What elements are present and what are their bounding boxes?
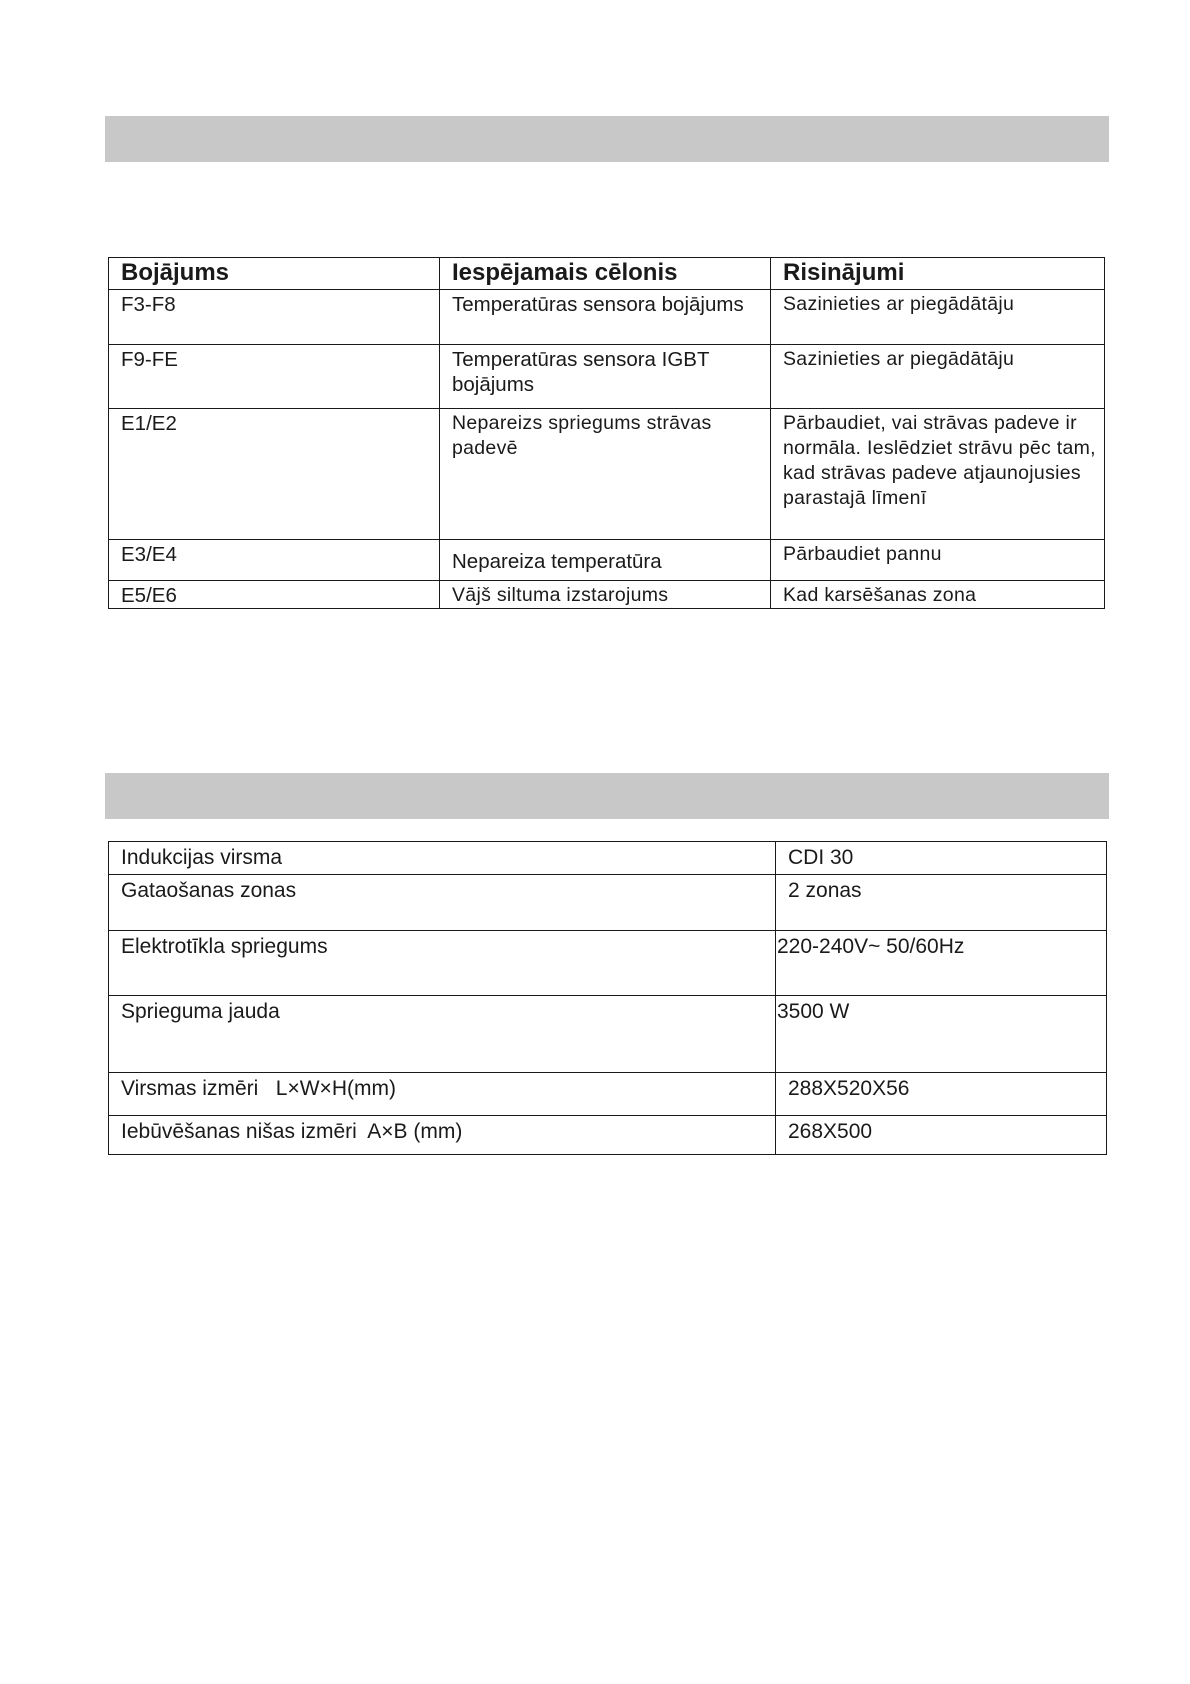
spec-value: 2 zonas (776, 875, 1107, 931)
spec-label: Sprieguma jauda (109, 996, 776, 1073)
spec-label: Virsmas izmēri L×W×H(mm) (109, 1073, 776, 1116)
fault-code: E5/E6 (109, 581, 440, 609)
spec-value: 288X520X56 (776, 1073, 1107, 1116)
column-header-fault: Bojājums (109, 258, 440, 290)
spec-label: Elektrotīkla spriegums (109, 931, 776, 996)
fault-code: E3/E4 (109, 540, 440, 581)
table-row (109, 1116, 1107, 1155)
fault-solution: Kad karsēšanas zona (771, 581, 1105, 609)
spec-value: 220-240V~ 50/60Hz (776, 931, 1107, 996)
spec-label: Iebūvēšanas nišas izmēri A×B (mm) (109, 1116, 776, 1155)
fault-cause: Vājš siltuma izstarojums (440, 581, 771, 609)
fault-code: E1/E2 (109, 409, 440, 540)
table-row (109, 996, 1107, 1073)
fault-code: F3-F8 (109, 290, 440, 345)
error-table (108, 257, 1105, 609)
table-row (109, 842, 1107, 875)
fault-solution: Pārbaudiet pannu (771, 540, 1105, 581)
table-row (109, 1073, 1107, 1116)
section-header-band-2 (105, 773, 1109, 819)
table-row (109, 290, 1105, 345)
table-row (109, 931, 1107, 996)
fault-cause: Nepareiza temperatūra (440, 540, 771, 581)
fault-cause: Nepareizs spriegums strāvas padevē (440, 409, 771, 540)
spec-label: Gataošanas zonas (109, 875, 776, 931)
table-row (109, 875, 1107, 931)
error-table-header-row (109, 258, 1105, 290)
fault-solution: Sazinieties ar piegādātāju (771, 345, 1105, 409)
fault-cause: Temperatūras sensora IGBT bojājums (440, 345, 771, 409)
spec-value: 3500 W (776, 996, 1107, 1073)
table-row (109, 581, 1105, 609)
fault-solution: Pārbaudiet, vai strāvas padeve ir normāla. Ieslēdziet strāvu pēc tam, kad strāvas padeve atjaunojusies parastajā līmenī (771, 409, 1105, 540)
column-header-cause: Iespējamais cēlonis (440, 258, 771, 290)
fault-code: F9-FE (109, 345, 440, 409)
spec-label: Indukcijas virsma (109, 842, 776, 875)
specifications-table (108, 841, 1107, 1155)
spec-value: 268X500 (776, 1116, 1107, 1155)
fault-cause: Temperatūras sensora bojājums (440, 290, 771, 345)
section-header-band-1 (105, 116, 1109, 162)
spec-value: CDI 30 (776, 842, 1107, 875)
table-row (109, 409, 1105, 540)
table-row (109, 540, 1105, 581)
column-header-solution: Risinājumi (771, 258, 1105, 290)
fault-solution: Sazinieties ar piegādātāju (771, 290, 1105, 345)
table-row (109, 345, 1105, 409)
